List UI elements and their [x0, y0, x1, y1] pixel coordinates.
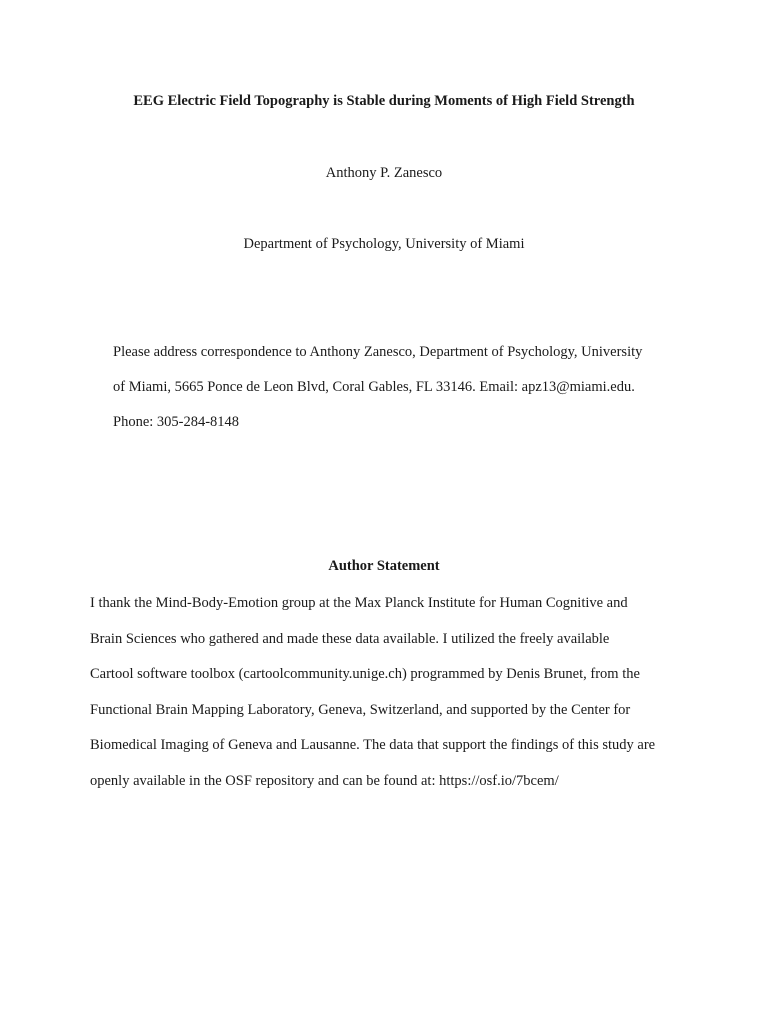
statement-line: openly available in the OSF repository and can be found at: https://osf.io/7bcem/ — [90, 772, 559, 789]
correspondence-block — [113, 341, 673, 446]
correspondence-line: of Miami, 5665 Ponce de Leon Blvd, Coral Gables, FL 33146. Email: apz13@miami.edu. — [113, 379, 635, 395]
author-name: Anthony P. Zanesco — [325, 165, 443, 181]
author-statement-heading: Author Statement — [328, 558, 440, 574]
paper-title: EEG Electric Field Topography is Stable during Moments of High Field Strength — [133, 93, 635, 109]
correspondence-line: Please address correspondence to Anthony Zanesco, Department of Psychology, University — [113, 344, 643, 360]
statement-line: I thank the Mind-Body-Emotion group at the Max Planck Institute for Human Cognitive and — [90, 595, 628, 611]
correspondence-line: Phone: 305-284-8148 — [113, 414, 240, 430]
statement-line: Biomedical Imaging of Geneva and Lausanne. The data that support the findings of this study are — [90, 737, 656, 754]
author-affiliation: Department of Psychology, University of Miami — [243, 236, 525, 252]
author-statement-body — [90, 592, 690, 806]
statement-line: Brain Sciences who gathered and made these data available. I utilized the freely available — [90, 630, 610, 647]
statement-line: Functional Brain Mapping Laboratory, Geneva, Switzerland, and supported by the Center for — [90, 701, 631, 718]
statement-line: Cartool software toolbox (cartoolcommunity.unige.ch) programmed by Denis Brunet, from the — [90, 666, 640, 683]
